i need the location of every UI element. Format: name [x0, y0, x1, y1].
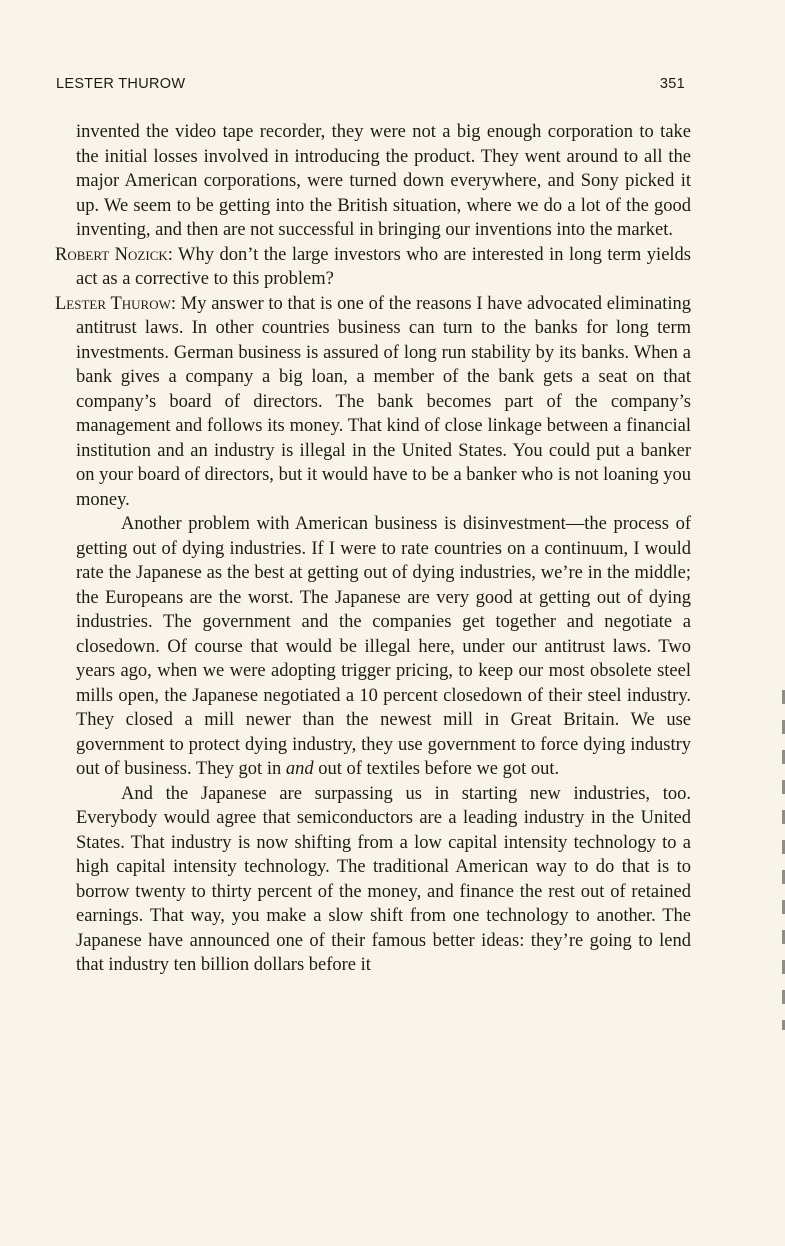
paragraph-new-industries	[55, 782, 691, 978]
paragraph-text: And the Japanese are surpassing us in starting new industries, too. Everybody would agree that semiconductors are a leading industry in the United States. That industry is now shifting from a low capital intensity technology to a high capital intensity technology. The traditional American way to do that is to borrow twenty to thirty percent of the money, and finance the rest out of retained earnings. That way, you make a slow shift from one technology to another. The Japanese have announced one of their famous better ideas: they’re going to lend that industry ten billion dollars before it	[76, 783, 691, 975]
paragraph-continued	[55, 120, 691, 243]
paragraph-disinvestment	[55, 512, 691, 782]
speech-text: Why don’t the large investors who are interested in long term yields act as a corrective to this problem?	[76, 244, 691, 289]
running-header	[56, 76, 685, 98]
running-title: LESTER THUROW	[56, 76, 186, 92]
paragraph-text: Another problem with American business is disinvestment—the process of getting out of dying industries. If I were to rate countries on a continuum, I would rate the Japanese as the best at getting out of dying industries, we’re in the middle; the Europeans are the worst. The Japanese are very good at getting out of dying industries. The government and the companies get together and negotiate a closedown. Of course that would be illegal here, under our antitrust laws. Two years ago, when we were adopting trigger pricing, to keep our most obsolete steel mills open, the Japanese negotiated a 10 percent closedown of their steel industry. They closed a mill newer than the newest mill in Great Britain. We use government to protect dying industry, they use government to force dying industry out of business. They got in	[76, 514, 691, 779]
speech-lester-thurow	[55, 292, 691, 513]
speaker-name: Lester Thurow:	[55, 293, 176, 314]
page-number: 351	[659, 76, 685, 92]
speaker-name: Robert Nozick:	[55, 244, 173, 265]
paragraph-text: invented the video tape recorder, they were not a big enough corporation to take the initial losses involved in introducing the product. They went around to all the major American corporations, were turned down everywhere, and Sony picked it up. We seem to be getting into the British situation, where we do a lot of the good inventing, and then are not successful in bringing our inventions into the market.	[76, 122, 691, 240]
speech-text: My answer to that is one of the reasons I have advocated eliminating antitrust laws. In other countries business can turn to the banks for long term investments. German business is assured of long run stability by its banks. When a bank gives a company a big loan, a member of the bank gets a seat on that company’s board of directors. The bank becomes part of the company’s management and follows its money. That kind of close linkage between a financial institution and an industry is illegal in the United States. You could put a banker on your board of directors, but it would have to be a banker who is not loaning you money.	[76, 293, 691, 510]
paragraph-text-tail: out of textiles before we got out.	[313, 759, 560, 779]
page-text	[55, 120, 691, 978]
speech-robert-nozick	[55, 243, 691, 292]
emphasis: and	[285, 759, 314, 779]
